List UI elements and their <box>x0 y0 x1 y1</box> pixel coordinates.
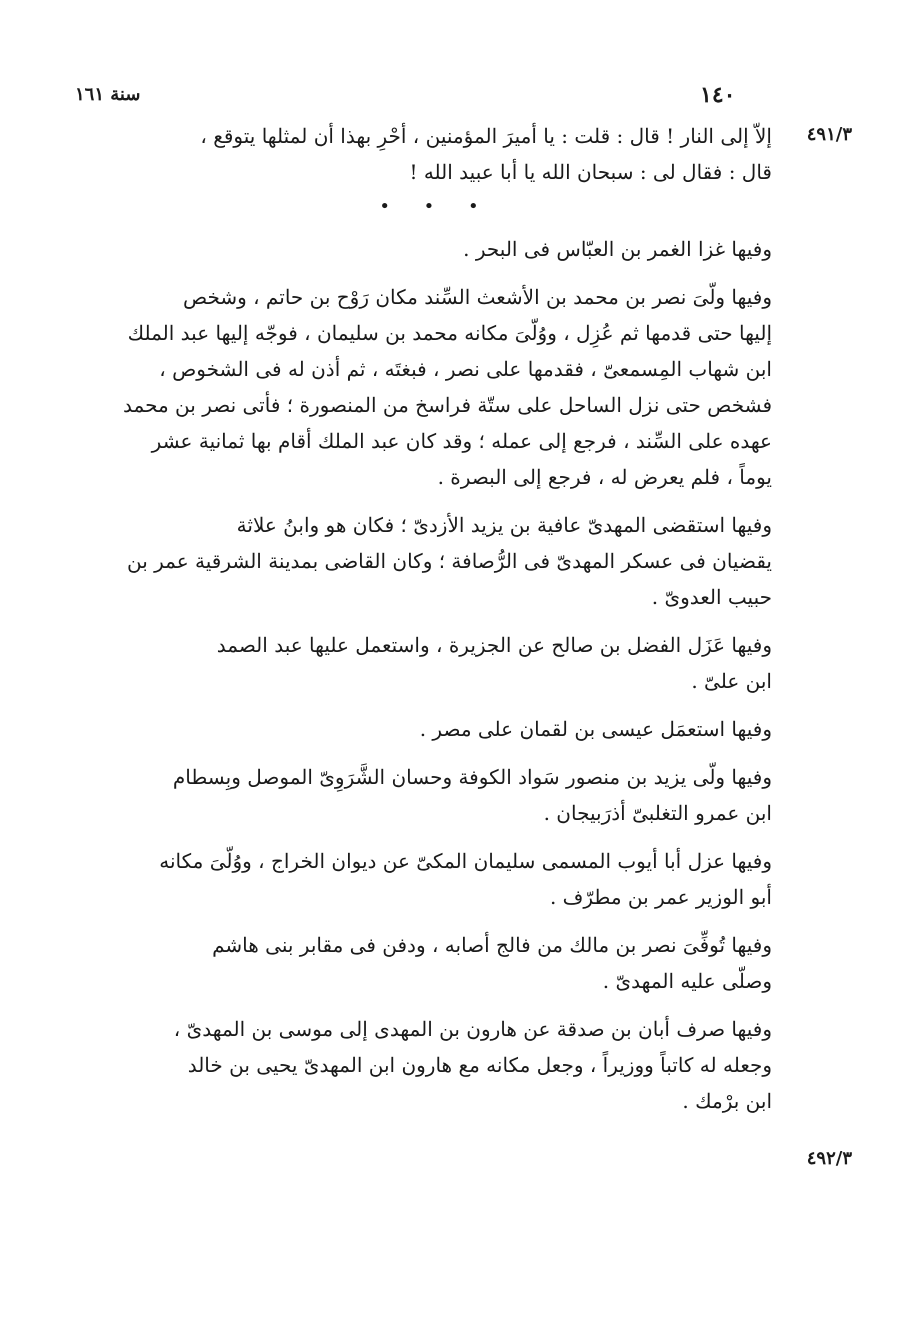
paragraph <box>100 118 772 190</box>
paragraph <box>100 627 772 699</box>
text-line: عهده على السِّند ، فرجع إلى عمله ؛ وقد كان عبد الملك أقام بها ثمانية عشر <box>151 429 772 453</box>
text-line: وجعله له كاتباً ووزيراً ، وجعل مكانه مع هارون ابن المهدىّ يحيى بن خالد <box>187 1053 772 1077</box>
text-line: حبيب العدوىّ . <box>651 585 772 609</box>
section-separator: • • • <box>379 196 493 217</box>
text-line: ابن علىّ . <box>691 669 772 693</box>
margin-reference: ٤٩١/٣ <box>806 124 852 145</box>
text-line: إلاّ إلى النار ! قال : قلت : يا أميرَ المؤمنين ، أحْرِ بهذا أن لمثلها يتوقع ، <box>200 124 772 148</box>
paragraph <box>100 231 772 267</box>
text-line: وفيها تُوفِّىَ نصر بن مالك من فالج أصابه ، ودفن فى مقابر بنى هاشم <box>212 933 772 957</box>
text-line: وفيها عَزَل الفضل بن صالح عن الجزيرة ، واستعمل عليها عبد الصمد <box>216 633 772 657</box>
text-line: وفيها استعمَل عيسى بن لقمان على مصر . <box>419 717 772 741</box>
running-head-year: سنة ١٦١ <box>75 84 141 105</box>
text-line: أبو الوزير عمر بن مطرّف . <box>549 885 772 909</box>
text-line: فشخص حتى نزل الساحل على ستّة فراسخ من المنصورة ؛ فأتى نصر بن محمد <box>123 393 772 417</box>
text-body <box>100 118 772 1131</box>
text-line: وفيها عزل أبا أيوب المسمى سليمان المكىّ عن ديوان الخراج ، ووُلّىَ مكانه <box>159 849 772 873</box>
paragraph <box>100 1011 772 1119</box>
text-line: يوماً ، فلم يعرض له ، فرجع إلى البصرة . <box>437 465 772 489</box>
text-line: يقضيان فى عسكر المهدىّ فى الرُّصافة ؛ وكان القاضى بمدينة الشرقية عمر بن <box>126 549 772 573</box>
margin-reference: ٤٩٢/٣ <box>806 1148 852 1169</box>
paragraph <box>100 759 772 831</box>
paragraph <box>100 711 772 747</box>
text-line: ابن عمرو التغلبىّ أذرَبيجان . <box>543 801 772 825</box>
text-line: وفيها صرف أبان بن صدقة عن هارون بن المهدى إلى موسى بن المهدىّ ، <box>173 1017 772 1041</box>
text-line: وفيها ولّى يزيد بن منصور سَواد الكوفة وحسان الشَّرَوِىّ الموصل وبِسطام <box>172 765 772 789</box>
paragraph <box>100 279 772 495</box>
text-line: إليها حتى قدمها ثم عُزِل ، ووُلّىَ مكانه محمد بن سليمان ، فوجّه إليها عبد الملك <box>127 321 772 345</box>
page-number: ١٤٠ <box>700 82 736 108</box>
paragraph <box>100 843 772 915</box>
paragraph <box>100 507 772 615</box>
text-line: وفيها استقضى المهدىّ عافية بن يزيد الأزدىّ ؛ فكان هو وابنُ علاثة <box>236 513 772 537</box>
text-line: ابن برْمك . <box>682 1089 772 1113</box>
page-header <box>0 82 915 112</box>
text-line: وفيها ولّىَ نصر بن محمد بن الأشعث السِّند مكان رَوْح بن حاتم ، وشخص <box>182 285 772 309</box>
text-line: قال : فقال لى : سبحان الله يا أبا عبيد الله ! <box>409 160 772 184</box>
paragraph <box>100 927 772 999</box>
text-line: وصلّى عليه المهدىّ . <box>602 969 772 993</box>
text-line: ابن شهاب المِسمعىّ ، فقدمها على نصر ، فبغتَه ، ثم أذن له فى الشخوص ، <box>159 357 772 381</box>
text-line: وفيها غزا الغمر بن العبّاس فى البحر . <box>463 237 772 261</box>
